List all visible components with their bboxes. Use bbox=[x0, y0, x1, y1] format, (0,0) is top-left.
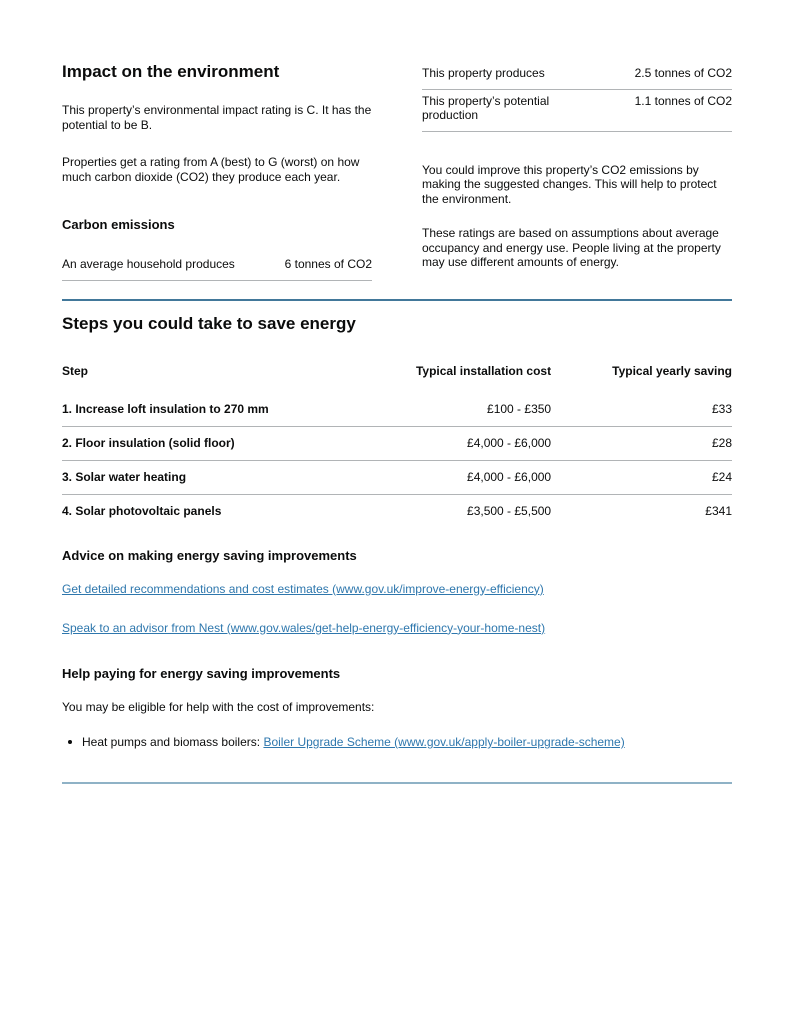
section-divider bbox=[62, 299, 732, 301]
row-label: An average household produces bbox=[62, 257, 235, 271]
impact-right-paragraphs bbox=[422, 163, 732, 270]
cost-cell: £3,500 - £5,500 bbox=[467, 503, 552, 518]
row-value: 1.1 tonnes of CO2 bbox=[634, 93, 732, 108]
cost-column-header: Typical installation cost bbox=[415, 363, 552, 378]
row-label: This property’s potential production bbox=[422, 93, 550, 122]
cost-cell: £4,000 - £6,000 bbox=[397, 426, 551, 460]
cost-cell: £100 - £350 bbox=[397, 393, 551, 427]
table-row bbox=[62, 460, 732, 494]
co2-production-table bbox=[422, 62, 732, 132]
average-household-row bbox=[62, 253, 372, 281]
table-row bbox=[62, 494, 732, 528]
table-row bbox=[62, 393, 732, 427]
boiler-bullet-item bbox=[62, 735, 732, 749]
steps-table-header-row bbox=[62, 365, 732, 393]
nest-advisor-link[interactable]: Speak to an advisor from Nest (www.gov.wales/get-help-energy-efficiency-your-home-nest) bbox=[62, 620, 546, 635]
row-label: This property produces bbox=[422, 66, 545, 80]
carbon-emissions-heading: Carbon emissions bbox=[62, 217, 175, 232]
list-item bbox=[62, 580, 732, 598]
steps-title: Steps you could take to save energy bbox=[62, 313, 356, 333]
property-produces-row bbox=[422, 62, 732, 90]
table-row bbox=[62, 426, 732, 460]
impact-right-column bbox=[422, 62, 732, 281]
impact-rating-paragraph: This property’s environmental impact rating is C. It has the potential to be B. bbox=[62, 103, 372, 132]
co2-improve-paragraph: You could improve this property’s CO2 emissions by making the suggested changes. This will help to protect the environment. bbox=[422, 162, 717, 206]
step-cell: 3. Solar water heating bbox=[62, 460, 397, 494]
cost-cell: £4,000 - £6,000 bbox=[397, 460, 551, 494]
saving-cell: £33 bbox=[551, 393, 732, 427]
saving-column-header: Typical yearly saving bbox=[612, 363, 732, 378]
steps-table bbox=[62, 365, 732, 528]
saving-cell: £24 bbox=[551, 460, 732, 494]
row-value: 6 tonnes of CO2 bbox=[284, 257, 372, 271]
advice-heading: Advice on making energy saving improvements bbox=[62, 547, 357, 563]
help-intro: You may be eligible for help with the cost of improvements: bbox=[62, 699, 375, 714]
impact-title: Impact on the environment bbox=[62, 62, 280, 81]
step-cell: 4. Solar photovoltaic panels bbox=[62, 503, 222, 518]
saving-cell: £28 bbox=[551, 426, 732, 460]
bottom-divider bbox=[62, 782, 732, 784]
help-heading: Help paying for energy saving improvements bbox=[62, 665, 341, 681]
impact-scale-paragraph: Properties get a rating from A (best) to G (worst) on how much carbon dioxide (CO2) they produce each year. bbox=[62, 155, 360, 184]
ratings-assumptions-paragraph: These ratings are based on assumptions about average occupancy and energy use. People living at the property may use different amounts of energy. bbox=[422, 226, 721, 269]
potential-production-row bbox=[422, 90, 732, 132]
boiler-upgrade-link[interactable]: Boiler Upgrade Scheme (www.gov.uk/apply-boiler-upgrade-scheme) bbox=[263, 735, 625, 749]
list-item bbox=[62, 619, 732, 637]
saving-cell: £341 bbox=[705, 503, 732, 518]
help-list bbox=[62, 735, 732, 749]
bullet-prefix: Heat pumps and biomass boilers: bbox=[82, 735, 264, 749]
recommendations-link[interactable]: Get detailed recommendations and cost estimates (www.gov.uk/improve-energy-efficiency) bbox=[62, 581, 544, 596]
impact-section bbox=[62, 62, 732, 281]
step-column-header: Step bbox=[62, 363, 89, 378]
step-cell: 2. Floor insulation (solid floor) bbox=[62, 426, 397, 460]
impact-left-column bbox=[62, 62, 372, 281]
step-cell: 1. Increase loft insulation to 270 mm bbox=[62, 393, 397, 427]
row-value: 2.5 tonnes of CO2 bbox=[634, 66, 732, 80]
advice-links bbox=[62, 580, 732, 637]
